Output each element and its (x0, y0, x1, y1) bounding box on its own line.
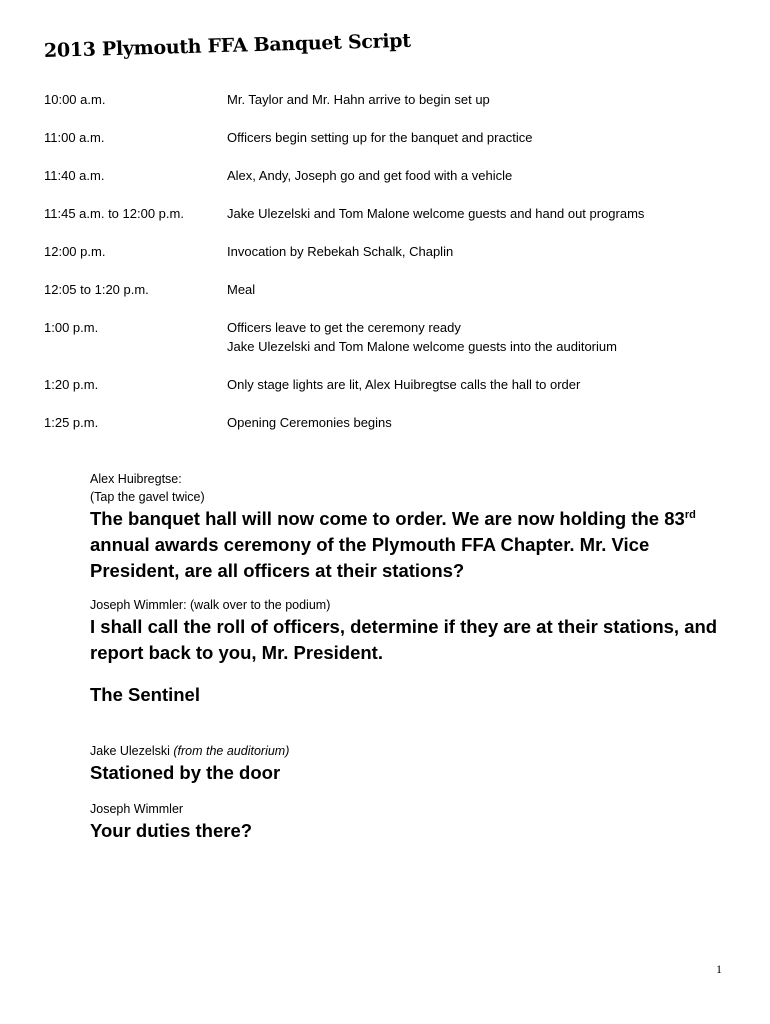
schedule-time: 1:25 p.m. (44, 415, 99, 430)
schedule-row (44, 280, 724, 299)
schedule-description-line: Only stage lights are lit, Alex Huibregtse calls the hall to order (227, 377, 581, 392)
schedule-row (44, 204, 724, 223)
page-number: 1 (716, 962, 722, 976)
schedule-description-line: Officers leave to get the ceremony ready (227, 320, 461, 335)
schedule-time: 1:00 p.m. (44, 320, 99, 335)
speaker-name: Alex Huibregtse: (90, 472, 182, 486)
schedule-list (44, 90, 724, 451)
schedule-row (44, 128, 724, 147)
schedule-row (44, 375, 724, 394)
schedule-description (227, 242, 724, 261)
schedule-description-line: Meal (227, 282, 256, 297)
schedule-description (227, 280, 724, 299)
schedule-description-line: Jake Ulezelski and Tom Malone welcome guests and hand out programs (227, 206, 645, 221)
schedule-description-line: Jake Ulezelski and Tom Malone welcome guests into the auditorium (227, 339, 617, 354)
spoken-line: Your duties there? (90, 820, 253, 841)
schedule-description (227, 128, 724, 147)
ordinal-suffix: rd (684, 508, 696, 521)
schedule-row (44, 318, 724, 356)
spoken-line-text: The banquet hall will now come to order. We are now holding the 83 (90, 508, 685, 529)
schedule-description-line: Mr. Taylor and Mr. Hahn arrive to begin set up (227, 92, 490, 107)
schedule-description (227, 375, 724, 394)
speaker-name: Joseph Wimmler: (walk over to the podium) (90, 598, 331, 612)
schedule-time: 11:45 a.m. to 12:00 p.m. (44, 206, 184, 221)
schedule-description-line: Alex, Andy, Joseph go and get food with a vehicle (227, 168, 513, 183)
speaker-name (90, 742, 740, 760)
stage-direction: (Tap the gavel twice) (90, 490, 205, 504)
schedule-time: 12:00 p.m. (44, 244, 106, 259)
schedule-time: 11:40 a.m. (44, 168, 105, 183)
spoken-line: The Sentinel (90, 684, 200, 705)
ceremony-script (90, 470, 740, 844)
document-title: 2013 Plymouth FFA Banquet Script (43, 29, 411, 62)
schedule-row (44, 242, 724, 261)
schedule-description (227, 318, 724, 356)
speaker-name-text: Jake Ulezelski (90, 744, 170, 758)
schedule-description-line: Officers begin setting up for the banquet and practice (227, 130, 533, 145)
schedule-description (227, 166, 724, 185)
schedule-row (44, 413, 724, 432)
schedule-time: 11:00 a.m. (44, 130, 105, 145)
schedule-time: 1:20 p.m. (44, 377, 99, 392)
stage-direction: (from the auditorium) (173, 744, 290, 758)
schedule-description (227, 90, 724, 109)
spoken-line: I shall call the roll of officers, determine if they are at their stations, and report back to you, Mr. President. (90, 616, 718, 663)
spoken-line: Stationed by the door (90, 762, 281, 783)
schedule-description (227, 204, 724, 223)
speaker-name: Joseph Wimmler (90, 802, 184, 816)
schedule-row (44, 90, 724, 109)
schedule-description (227, 413, 724, 432)
schedule-description-line: Invocation by Rebekah Schalk, Chaplin (227, 244, 454, 259)
spoken-line-text: annual awards ceremony of the Plymouth FFA Chapter. Mr. Vice President, are all officers at their stations? (90, 534, 650, 581)
schedule-time: 10:00 a.m. (44, 92, 106, 107)
schedule-row (44, 166, 724, 185)
schedule-time: 12:05 to 1:20 p.m. (44, 282, 149, 297)
spoken-line (90, 506, 740, 584)
schedule-description-line: Opening Ceremonies begins (227, 415, 392, 430)
